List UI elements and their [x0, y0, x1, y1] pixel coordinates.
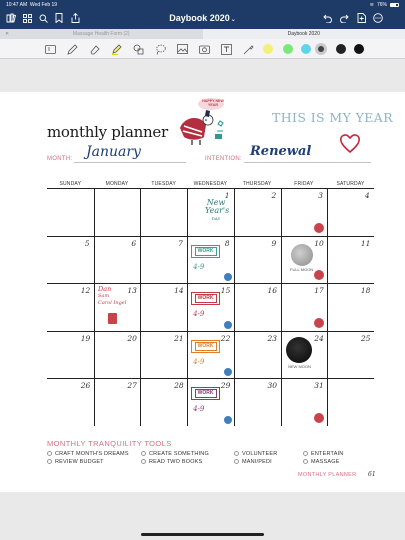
work-badge-icon: [224, 321, 232, 329]
more-icon[interactable]: [373, 13, 383, 23]
pen-icon[interactable]: [66, 43, 78, 55]
grid-column-line: [187, 188, 188, 426]
gift-sticker-icon: [108, 313, 117, 324]
battery-icon: [390, 3, 399, 7]
work-badge-icon: [224, 273, 232, 281]
work-sticker[interactable]: [191, 245, 220, 258]
wifi-icon: ≋: [369, 1, 374, 8]
day-number-30[interactable]: 30: [267, 381, 278, 391]
text-icon[interactable]: [220, 43, 232, 55]
color-swatch-black[interactable]: [354, 44, 364, 54]
weekday-thursday: THURSDAY: [242, 181, 272, 187]
work-time: 4-9: [193, 357, 205, 366]
color-swatch-yellow[interactable]: [263, 44, 273, 54]
weekday-friday: FRIDAY: [294, 181, 314, 187]
grid-column-line: [327, 188, 328, 426]
tranquility-title: MONTHLY TRANQUILITY TOOLS: [47, 439, 172, 448]
document-title[interactable]: Daybook 2020⌄: [169, 13, 236, 23]
work-sticker[interactable]: [191, 292, 220, 305]
day-number-25[interactable]: 25: [360, 333, 371, 343]
alarm-badge-icon: [314, 318, 324, 328]
grid-row-line: [47, 236, 374, 237]
birthday-note[interactable]: Dan Sam Carol Ingel: [98, 285, 127, 306]
new-years-note[interactable]: New Year's DAY: [205, 198, 230, 221]
day-number-23[interactable]: 23: [267, 333, 278, 343]
shapes-icon[interactable]: [132, 43, 144, 55]
intention-underline: [244, 162, 371, 163]
day-number-10[interactable]: 10: [314, 238, 324, 248]
new-moon-label: NEW MOON: [288, 364, 311, 369]
page-number: 61: [368, 471, 376, 478]
day-number-16[interactable]: 16: [267, 286, 278, 296]
highlighter-icon[interactable]: [110, 43, 122, 55]
redo-icon[interactable]: [339, 13, 349, 23]
grid-row-line: [47, 378, 374, 379]
day-number-12[interactable]: 12: [80, 286, 91, 296]
tranquility-item[interactable]: MANI/PEDI: [234, 459, 272, 465]
undo-icon[interactable]: [322, 13, 332, 23]
image-icon[interactable]: [176, 43, 188, 55]
grid-column-line: [234, 188, 235, 426]
day-number-14[interactable]: 14: [174, 286, 184, 296]
tranquility-item[interactable]: CREATE SOMETHING: [141, 451, 209, 457]
day-number-15[interactable]: 15: [220, 286, 231, 296]
day-number-19[interactable]: 19: [80, 333, 91, 343]
day-number-8[interactable]: 8: [224, 238, 230, 248]
day-number-31[interactable]: 31: [314, 381, 324, 391]
color-swatch-cyan[interactable]: [301, 44, 311, 54]
alarm-badge-icon: [314, 223, 324, 233]
camera-icon[interactable]: [198, 43, 210, 55]
day-number-11[interactable]: 11: [360, 238, 371, 248]
weekday-tuesday: TUESDAY: [151, 181, 177, 187]
day-number-24[interactable]: 24: [314, 333, 324, 343]
day-number-18[interactable]: 18: [360, 286, 371, 296]
new-moon-icon: [286, 337, 312, 363]
grid-column-line: [140, 188, 141, 426]
grid-row-line: [47, 331, 374, 332]
work-label: WORK: [195, 294, 217, 303]
weekday-sunday: SUNDAY: [59, 181, 82, 187]
day-number-7[interactable]: 7: [178, 238, 183, 248]
grid-column-line: [281, 188, 282, 426]
work-sticker[interactable]: [191, 340, 220, 353]
month-underline: [74, 162, 186, 163]
day-number-21[interactable]: 21: [174, 333, 184, 343]
work-time: 4-9: [193, 405, 205, 414]
weekday-wednesday: WEDNESDAY: [193, 181, 228, 187]
home-indicator[interactable]: [141, 533, 264, 536]
close-tab-icon[interactable]: ✕: [5, 31, 10, 37]
day-number-9[interactable]: 9: [271, 238, 277, 248]
add-page-icon[interactable]: [356, 13, 366, 23]
work-label: WORK: [195, 342, 217, 351]
battery-percent: 76%: [376, 1, 387, 8]
work-label: WORK: [195, 247, 217, 256]
tranquility-item[interactable]: ENTERTAIN: [303, 451, 343, 457]
planner-heading: monthly planner: [47, 123, 168, 141]
grid-row-line: [47, 283, 374, 284]
month-label: MONTH:: [47, 156, 73, 162]
laser-pointer-icon[interactable]: [242, 43, 254, 55]
tranquility-item[interactable]: VOLUNTEER: [234, 451, 277, 457]
color-swatch-green[interactable]: [283, 44, 293, 54]
grid-column-line: [94, 188, 95, 426]
color-swatch-charcoal[interactable]: [336, 44, 346, 54]
nav-bar: [0, 9, 405, 29]
tranquility-item[interactable]: REVIEW BUDGET: [47, 459, 104, 465]
full-moon-label: FULL MOON: [290, 267, 314, 272]
footer-label: MONTHLY PLANNER: [298, 472, 357, 478]
planner-tagline: THIS IS MY YEAR: [272, 110, 394, 125]
day-number-1[interactable]: 1: [224, 191, 230, 200]
day-number-28[interactable]: 28: [174, 381, 184, 391]
intention-value[interactable]: Renewal: [250, 144, 312, 159]
tranquility-item[interactable]: CRAFT MONTH'S DREAMS: [47, 451, 129, 457]
tab-strip: [0, 29, 405, 39]
sticker-text: HAPPY NEW YEAR: [202, 99, 224, 107]
work-time: 4-9: [193, 262, 205, 271]
work-time: 4-9: [193, 310, 205, 319]
drawing-toolbar: [0, 39, 405, 59]
read-mode-icon[interactable]: [44, 43, 56, 55]
status-bar: [0, 0, 405, 9]
intention-label: INTENTION:: [205, 156, 242, 162]
day-number-17[interactable]: 17: [314, 286, 324, 296]
tab-massage-health-form[interactable]: ✕ Massage Health Form (2): [5, 31, 130, 37]
day-number-5[interactable]: 5: [84, 238, 90, 248]
day-number-22[interactable]: 22: [220, 333, 231, 343]
eraser-icon[interactable]: [88, 43, 100, 55]
color-swatch-dark-selected[interactable]: [318, 46, 324, 52]
status-time: 10:47 AM: [6, 1, 28, 8]
lasso-icon[interactable]: [154, 43, 166, 55]
day-number-4[interactable]: 4: [364, 191, 370, 200]
day-number-26[interactable]: 26: [80, 381, 91, 391]
work-badge-icon: [224, 416, 232, 424]
day-number-20[interactable]: 20: [127, 333, 137, 343]
heart-icon: [339, 132, 361, 154]
work-sticker[interactable]: [191, 387, 220, 400]
chevron-down-icon: ⌄: [230, 17, 236, 23]
status-date: Wed Feb 19: [29, 1, 58, 8]
month-value[interactable]: January: [86, 144, 141, 160]
day-number-27[interactable]: 27: [127, 381, 137, 391]
tranquility-item[interactable]: READ TWO BOOKS: [141, 459, 202, 465]
day-number-29[interactable]: 29: [220, 381, 231, 391]
work-label: WORK: [195, 389, 217, 398]
full-moon-icon: [291, 244, 313, 266]
day-number-2[interactable]: 2: [271, 191, 277, 200]
tranquility-item[interactable]: MASSAGE: [303, 459, 340, 465]
weekday-monday: MONDAY: [105, 181, 129, 187]
day-number-13[interactable]: 13: [127, 286, 137, 296]
day-number-6[interactable]: 6: [131, 238, 137, 248]
day-number-3[interactable]: 3: [318, 191, 323, 200]
weekday-saturday: SATURDAY: [336, 181, 365, 187]
tab-daybook-2020[interactable]: Daybook 2020: [203, 29, 405, 39]
